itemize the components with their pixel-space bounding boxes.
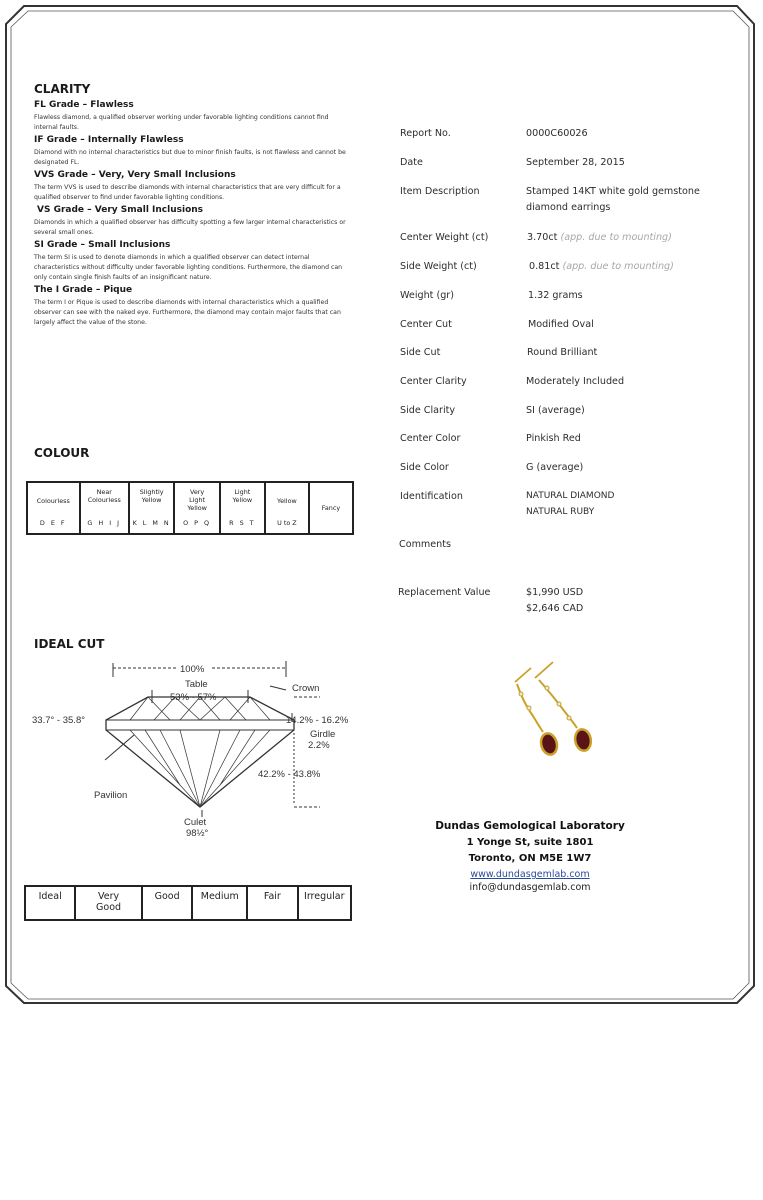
- earring-left: [515, 668, 561, 758]
- report-label: Comments: [399, 539, 452, 550]
- report-label: Identification: [400, 491, 463, 502]
- colour-letters: G H I J: [87, 519, 122, 527]
- cut-grade-cell: Irregular: [298, 886, 351, 920]
- pavilion-label: Pavilion: [94, 790, 128, 801]
- colour-cell: [309, 482, 353, 534]
- pavilion-depth-label: 42.2% - 43.8%: [258, 769, 321, 780]
- colour-name: Very Light Yellow: [187, 488, 207, 512]
- cut-grade-cell: Fair: [247, 886, 297, 920]
- lab-address-line1: 1 Yonge St, suite 1801: [466, 837, 594, 848]
- diamond-diagram: [30, 655, 360, 845]
- lab-name: Dundas Gemological Laboratory: [435, 820, 625, 832]
- colour-letters: U to Z: [277, 519, 297, 527]
- report-value: Modified Oval: [528, 319, 594, 330]
- report-value: 1.32 grams: [528, 290, 583, 301]
- report-label: Center Cut: [400, 319, 452, 330]
- colour-letters: O P Q: [183, 519, 212, 527]
- grade-description: Flawless diamond, a qualified observer working under favorable lighting conditions cannot find internal faults.: [34, 114, 329, 131]
- culet-pct-label: 98½°: [186, 828, 209, 839]
- clarity-grade-i: [34, 285, 352, 328]
- grade-description: The term VVS is used to describe diamonds with internal characteristics that are very difficult for a qualified observer to find under favorable lighting conditions.: [34, 184, 341, 201]
- report-label: Item Description: [400, 186, 480, 197]
- report-value: $1,990 USD: [526, 587, 584, 598]
- colour-letters: K L M N: [132, 519, 171, 527]
- report-label: Side Weight (ct): [400, 261, 477, 272]
- report-label: Side Color: [400, 462, 449, 473]
- report-label: Report No.: [400, 128, 451, 139]
- crown-height-label: 14.2% - 16.2%: [286, 715, 349, 726]
- clarity-title: CLARITY: [34, 82, 91, 96]
- cut-grade-cell: Ideal: [25, 886, 75, 920]
- diamond-outline: [106, 697, 294, 807]
- girdle-label: Girdle: [310, 729, 336, 740]
- colour-cell: [129, 482, 174, 534]
- report-label: Side Clarity: [400, 405, 456, 416]
- colour-letters: R S T: [229, 519, 256, 527]
- cut-grade-cell: Good: [142, 886, 193, 920]
- colour-name: Colourless: [36, 497, 70, 505]
- lab-address-line2: Toronto, ON M5E 1W7: [468, 853, 592, 864]
- crown-angle-label: 33.7° - 35.8°: [32, 715, 86, 726]
- report-value-line2: $2,646 CAD: [526, 603, 584, 614]
- report-label: Replacement Value: [398, 587, 491, 598]
- report-value: Pinkish Red: [526, 433, 581, 444]
- report-label: Weight (gr): [400, 290, 454, 301]
- table-label: Table: [185, 679, 208, 690]
- cut-grade-cell: Medium: [192, 886, 247, 920]
- width-pct-label: 100%: [180, 664, 205, 675]
- grade-description: The term I or Pique is used to describe diamonds with internal characteristics which a qualified observer can see with the naked eye. Furthermore, the diamond may contain major faults that can largely affect the value of the stone.: [34, 299, 341, 326]
- report-value: G (average): [526, 462, 584, 473]
- pavilion-leader: [105, 735, 134, 760]
- grade-heading: IF Grade – Internally Flawless: [34, 135, 184, 145]
- grade-heading: FL Grade – Flawless: [34, 100, 134, 110]
- grade-description: The term SI is used to denote diamonds in which a qualified observer can detect internal characteristics without difficulty under favorable lighting conditions. Furthermore, the diamond can only contain single finish faults of an insignificant nature.: [34, 254, 343, 281]
- report-value: 0000C60026: [526, 128, 588, 139]
- girdle-pct-label: 2.2%: [308, 740, 330, 751]
- clarity-grade-si: [34, 240, 352, 283]
- earrings-photo: [495, 660, 615, 765]
- crown-leader: [270, 686, 286, 690]
- report-label: Side Cut: [400, 347, 441, 358]
- report-value-line2: diamond earrings: [526, 202, 611, 213]
- report-label: Center Color: [400, 433, 461, 444]
- grade-heading: VVS Grade – Very, Very Small Inclusions: [34, 170, 236, 180]
- ideal-cut-title: IDEAL CUT: [34, 637, 105, 651]
- grade-description: Diamonds in which a qualified observer has difficulty spotting a few larger internal characteristics or several small ones.: [34, 219, 346, 236]
- report-value: SI (average): [526, 405, 585, 416]
- colour-cell: [265, 482, 309, 534]
- grade-description: Diamond with no internal characteristics but due to minor finish faults, is not flawless and cannot be designated FL.: [34, 149, 346, 166]
- culet-label: Culet: [184, 817, 207, 828]
- pavilion-facets: [130, 730, 270, 807]
- colour-name: Yellow: [277, 497, 297, 505]
- report-value: 0.81ct: [529, 261, 560, 272]
- clarity-grade-vvs: [34, 170, 352, 203]
- lab-info: [380, 820, 680, 893]
- clarity-grade-list: [34, 100, 352, 328]
- colour-cell: [220, 482, 265, 534]
- report-note: (app. due to mounting): [562, 261, 674, 272]
- report-value: Round Brilliant: [527, 347, 598, 358]
- crown-label: Crown: [292, 683, 320, 694]
- report-value: 3.70ct: [527, 232, 558, 243]
- lab-website-link[interactable]: www.dundasgemlab.com: [470, 869, 590, 880]
- colour-cell: [27, 482, 80, 534]
- report-value: NATURAL DIAMOND: [526, 491, 615, 501]
- colour-name: Near Colourless: [87, 488, 121, 504]
- colour-cell: [80, 482, 129, 534]
- clarity-grade-fl: [34, 100, 352, 133]
- grade-heading: SI Grade – Small Inclusions: [34, 240, 171, 250]
- table-pct-label: 53% - 57%: [170, 692, 217, 703]
- colour-name: Slightly Yellow: [139, 488, 164, 504]
- lab-email[interactable]: info@dundasgemlab.com: [469, 882, 591, 893]
- colour-scale-table: [26, 481, 354, 535]
- cut-grade-cell: Very Good: [75, 886, 142, 920]
- grade-heading: VS Grade – Very Small Inclusions: [37, 205, 204, 215]
- cut-grade-table: [24, 885, 352, 921]
- report-label: Center Clarity: [400, 376, 467, 387]
- report-value: September 28, 2015: [526, 157, 625, 168]
- clarity-grade-if: [34, 135, 352, 168]
- report-value: Stamped 14KT white gold gemstone: [526, 186, 700, 197]
- colour-name: Fancy: [321, 504, 341, 512]
- colour-cell: [174, 482, 220, 534]
- colour-name: Light Yellow: [232, 488, 253, 504]
- colour-title: COLOUR: [34, 446, 90, 460]
- report-value: Moderately Included: [526, 376, 625, 387]
- report-value-line2: NATURAL RUBY: [526, 507, 595, 517]
- clarity-grade-vs: [34, 205, 352, 238]
- colour-letters: D E F: [39, 519, 67, 527]
- report-label: Date: [400, 157, 423, 168]
- report-label: Center Weight (ct): [400, 232, 489, 243]
- report-note: (app. due to mounting): [560, 232, 672, 243]
- grade-heading: The I Grade – Pique: [34, 285, 133, 295]
